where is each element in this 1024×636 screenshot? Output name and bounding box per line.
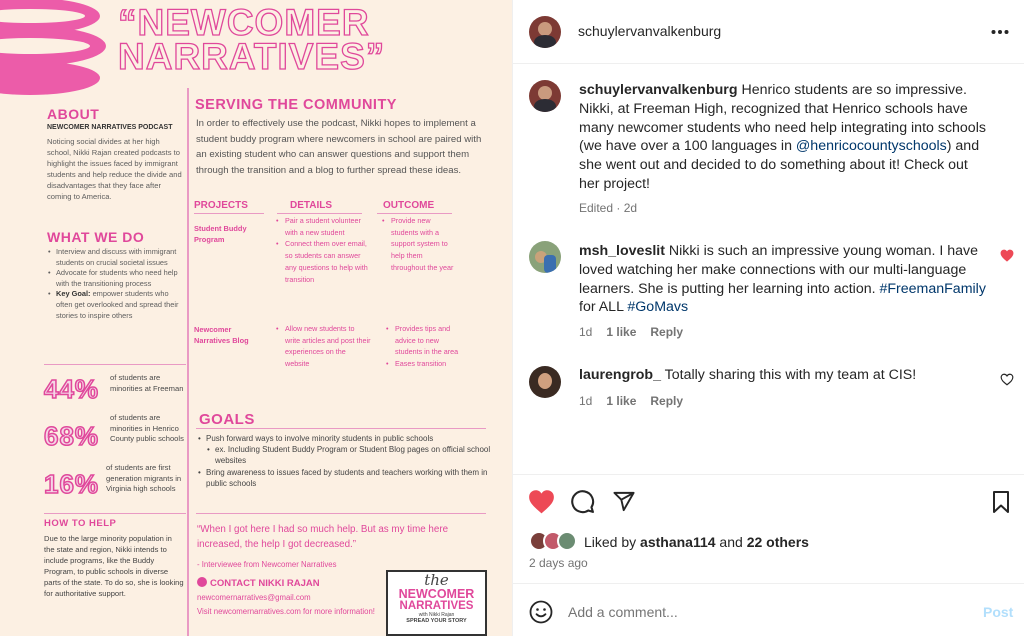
likes-summary (584, 534, 809, 550)
goals-list (197, 433, 492, 489)
contact-email: newcomernarratives@gmail.com (197, 593, 311, 602)
stat-text: of students are minorities at Freeman (110, 373, 184, 393)
post-panel (512, 0, 1024, 636)
stat-value: 68% (44, 421, 100, 451)
how-to-help-text: Due to the large minority population in the state and region, Nikki intends to include programs, like the Buddy Program, to public schools in diverse parts of the state. To do so, she is looking for authoritative support. (44, 534, 184, 598)
logo-line5: SPREAD YOUR STORY (406, 618, 467, 624)
contact-heading-text: CONTACT NIKKI RAJAN (210, 578, 320, 589)
post-timestamp[interactable]: 2 days ago (529, 556, 588, 570)
list-item (47, 289, 183, 321)
logo-line4: with Nikki Rajan (418, 612, 455, 618)
comment-bubble-icon[interactable] (570, 489, 595, 514)
caption-body: Henrico students are so impressive. Nikki, at Freeman High, recognized that Henrico schools have many newcomer students who need help integrating into schools (we have over a 100 languages in (579, 82, 986, 155)
pink-circles-decoration (0, 0, 110, 95)
liked-by-avatars[interactable] (529, 531, 585, 553)
list-item: • Provides tips and advice to new students in the area (385, 323, 461, 358)
header-divider (513, 63, 1024, 64)
project-outcome (385, 323, 461, 370)
stats-divider-bottom (44, 513, 186, 514)
actions-divider (513, 474, 1024, 475)
liker-avatar (557, 531, 577, 551)
reply-button[interactable]: Reply (650, 325, 684, 339)
share-send-icon[interactable] (612, 490, 636, 513)
stat-text: of students are first generation migrants in Virginia high schools (106, 463, 182, 493)
comment-time: 1d (579, 325, 593, 339)
goals-heading: GOALS (199, 411, 255, 428)
stat-value: 44% (44, 374, 100, 404)
list-item: • Provide new students with a support system to help them throughout the year (381, 215, 457, 274)
contact-heading (197, 577, 320, 589)
about-subheading: NEWCOMER NARRATIVES PODCAST (47, 124, 173, 131)
table-header-details: DETAILS (290, 200, 333, 211)
caption-username[interactable]: schuylervanvalkenburg (579, 82, 738, 98)
author-avatar[interactable] (529, 16, 561, 48)
stats-divider-top (44, 364, 186, 365)
what-we-do-list (47, 247, 183, 321)
serving-text: In order to effectively use the podcast, Nikki hopes to implement a student buddy program where newcomers in school are paired with an existing student who can answer questions and support them through the transition and a blog to further spread these ideas. (196, 118, 482, 176)
table-header-rule (377, 213, 452, 214)
logo-line2: NEWCOMER (398, 587, 475, 601)
avatar-figure (534, 99, 556, 112)
list-item: • Advocate for students who need help with the transitioning process (47, 268, 183, 289)
poster-title-line1: “NEWCOMER (118, 2, 370, 43)
table-header-projects: PROJECTS (194, 200, 248, 211)
project-name: Newcomer Narratives Blog (194, 325, 249, 345)
comment-body: Nikki is such an impressive young woman. I have loved watching her make connections with our multi-language learners. She is putting her learning into action. (579, 243, 978, 297)
author-username[interactable]: schuylervanvalkenburg (578, 23, 722, 39)
list-item: • Connect them over email, so students can answer any questions to help with transition (275, 238, 371, 285)
like-heart-filled-icon[interactable] (528, 489, 555, 514)
comment-meta (579, 394, 683, 408)
reply-button[interactable]: Reply (650, 394, 684, 408)
project-details (275, 323, 371, 370)
comment-likes[interactable]: 1 like (606, 325, 637, 339)
list-item: • Bring awareness to issues faced by students and teachers working with them in public schools (197, 467, 492, 489)
project-details (275, 215, 371, 285)
quote-rule (196, 513, 486, 514)
post-comment-button[interactable]: Post (983, 604, 1014, 620)
comment-likes[interactable]: 1 like (606, 394, 637, 408)
comment-text (579, 366, 989, 385)
more-horizontal-icon[interactable] (990, 25, 1010, 39)
comment-time: 1d (579, 394, 593, 408)
list-item: • Push forward ways to involve minority students in public schools (197, 433, 492, 444)
add-comment-input[interactable] (568, 601, 968, 623)
likes-others-link[interactable]: 22 others (746, 534, 809, 550)
caption-body: ) and she went out and decided to do something about it! Check out her project! (579, 138, 980, 192)
avatar-figure (538, 22, 552, 36)
table-header-rule (277, 213, 362, 214)
bookmark-save-icon[interactable] (990, 490, 1012, 514)
list-item: • Allow new students to write articles and post their experiences on the website (275, 323, 371, 370)
heart-filled-icon[interactable] (1000, 249, 1014, 262)
comment-avatar[interactable] (529, 241, 561, 273)
vertical-divider (187, 88, 189, 636)
what-we-do-heading: WHAT WE DO (47, 229, 145, 245)
hashtag-link[interactable]: #GoMavs (627, 299, 689, 316)
liked-by-user[interactable]: asthana114 (640, 534, 716, 550)
newcomer-narratives-logo (386, 570, 487, 636)
comment-avatar[interactable] (529, 366, 561, 398)
table-header-rule (194, 213, 264, 214)
emoji-smiley-icon[interactable] (529, 600, 553, 624)
project-outcome (381, 215, 457, 274)
hashtag-link[interactable]: #FreemanFamily (879, 280, 986, 297)
serving-heading: SERVING THE COMMUNITY (195, 97, 397, 113)
logo-line1: the (424, 571, 449, 589)
list-item: • Interview and discuss with immigrant students on crucial societal issues (47, 247, 183, 268)
flower-icon (197, 577, 207, 587)
comment-username[interactable]: laurengrob_ (579, 367, 661, 383)
project-name: Student Buddy Program (194, 224, 247, 244)
how-to-help-heading: HOW TO HELP (44, 518, 117, 529)
caption-meta: Edited · 2d (579, 201, 638, 215)
avatar-figure (538, 86, 552, 100)
contact-visit: Visit newcomernarratives.com for more information! (197, 607, 375, 616)
stat-value: 16% (44, 469, 100, 499)
key-goal-label: Key Goal: (56, 289, 91, 299)
table-header-outcome: OUTCOME (383, 200, 435, 211)
caption-text (579, 81, 989, 194)
mention-link[interactable]: @henricocountyschools (795, 138, 947, 155)
caption-avatar[interactable] (529, 80, 561, 112)
about-heading: ABOUT (47, 106, 100, 122)
poster-title (118, 2, 386, 77)
goals-rule (196, 428, 486, 429)
list-item: • ex. Including Student Buddy Program or Student Blog pages on official school websites (197, 444, 492, 466)
stat-text: of students are minorities in Henrico County public schools (110, 413, 184, 443)
list-item: • Eases transition (385, 358, 461, 370)
comment-body: Totally sharing this with my team at CIS! (661, 367, 917, 383)
quote-text: “When I got here I had so much help. But as my time here increased, the help I got decreased.” (197, 524, 449, 550)
list-item: • Pair a student volunteer with a new student (275, 215, 371, 238)
avatar-figure (538, 373, 552, 389)
quote-attribution: - Interviewee from Newcomer Narratives (197, 560, 337, 569)
heart-outline-icon[interactable] (1000, 373, 1014, 386)
comment-body: for ALL (579, 299, 628, 316)
avatar-figure (534, 35, 556, 48)
about-text: Noticing social divides at her high school, Nikki Rajan created podcasts to highlight the issues faced by immigrant students and help reduce the divide and disadvantages that they face after coming to America. (47, 137, 182, 201)
key-goal-text: empower students who often get overlooked and spread their stories to inspire others (56, 289, 179, 320)
comment-box-divider (513, 583, 1024, 584)
likes-prefix: Liked by (584, 534, 641, 550)
likes-mid: and (715, 534, 747, 550)
comment-text (579, 242, 989, 317)
comment-meta (579, 325, 683, 339)
avatar-figure (544, 255, 556, 273)
logo-line3: NARRATIVES (399, 600, 474, 612)
poster-title-line2: NARRATIVES” (118, 36, 386, 77)
comment-username[interactable]: msh_loveslit (579, 243, 665, 259)
